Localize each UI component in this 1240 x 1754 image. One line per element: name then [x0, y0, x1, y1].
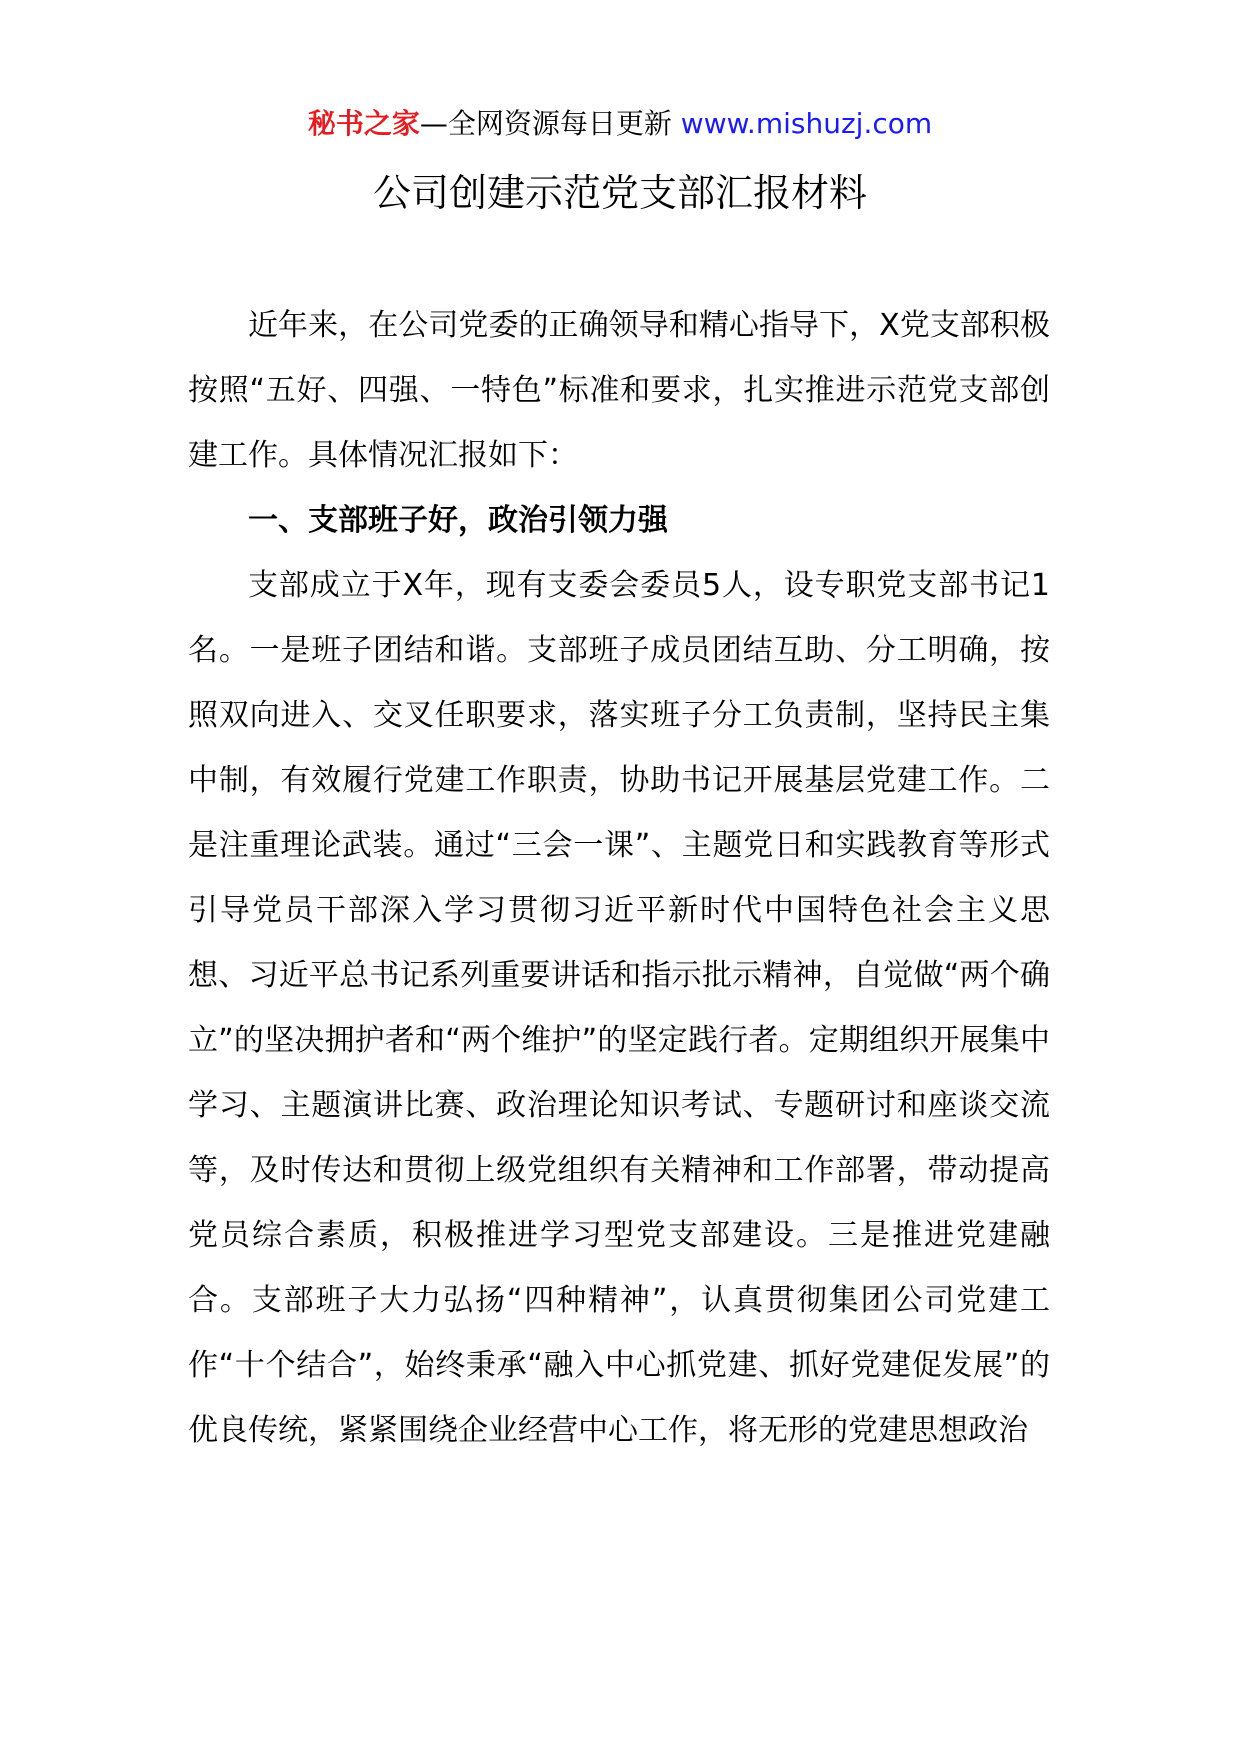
header-tagline: —全网资源每日更新: [419, 107, 672, 140]
site-header: [0, 104, 1240, 144]
intro-paragraph: 近年来，在公司党委的正确领导和精心指导下，X党支部积极按照“五好、四强、一特色”标准和要求，扎实推进示范党支部创建工作。具体情况汇报如下：: [188, 308, 1050, 473]
section-paragraph: 支部成立于X年，现有支委会委员5人，设专职党支部书记1名。一是班子团结和谐。支部班子成员团结互助、分工明确，按照双向进入、交叉任职要求，落实班子分工负责制，坚持民主集中制，有效履行党建工作职责，协助书记开展基层党建工作。二是注重理论武装。通过“三会一课”、主题党日和实践教育等形式引导党员干部深入学习贯彻习近平新时代中国特色社会主义思想、习近平总书记系列重要讲话和指示批示精神，自觉做“两个确立”的坚决拥护者和“两个维护”的坚定践行者。定期组织开展集中学习、主题演讲比赛、政治理论知识考试、专题研讨和座谈交流等，及时传达和贯彻上级党组织有关精神和工作部署，带动提高党员综合素质，积极推进学习型党支部建设。三是推进党建融合。支部班子大力弘扬“四种精神”，认真贯彻集团公司党建工作“十个结合”，始终秉承“融入中心抓党建、抓好党建促发展”的优良传统，紧紧围绕企业经营中心工作，将无形的党建思想政治: [188, 568, 1050, 1448]
document-body: [188, 293, 1050, 1463]
document-title: 公司创建示范党支部汇报材料: [372, 171, 867, 215]
section-heading: 一、支部班子好，政治引领力强: [248, 503, 668, 538]
site-url-link[interactable]: www.mishuzj.com: [680, 107, 933, 140]
brand-name: 秘书之家: [307, 107, 420, 140]
